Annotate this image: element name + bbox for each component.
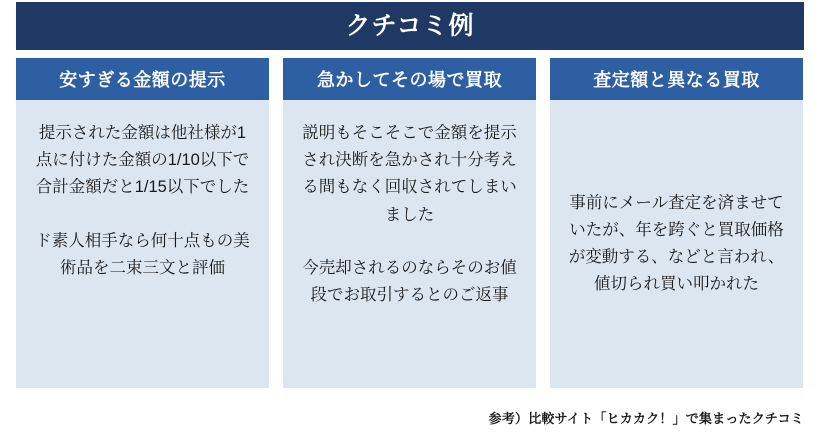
column-heading-low-price-offer: 安すぎる金額の提示 xyxy=(16,58,269,100)
review-text: 事前にメール査定を済ませていたが、年を跨ぐと買取価格が変動する、などと言われ、値切られ買い叩かれた xyxy=(568,193,785,294)
review-text: ド素人相手なら何十点もの美術品を二束三文と評価 xyxy=(35,231,250,277)
review-text: 説明もそこそこで金額を提示され決断を急かされ十分考える間もなく回収されてしまいました xyxy=(302,124,517,224)
column-heading-rushed-purchase: 急かしてその場で買取 xyxy=(283,58,536,100)
column-low-price-offer xyxy=(16,58,269,388)
columns-container xyxy=(16,58,804,388)
column-body-rushed-purchase xyxy=(283,100,536,388)
column-body-different-appraisal xyxy=(550,100,803,388)
column-heading-different-appraisal: 査定額と異なる買取 xyxy=(550,58,803,100)
source-footnote: 参考）比較サイト「ヒカカク！」で集まったクチコミ xyxy=(488,411,804,426)
column-rushed-purchase xyxy=(283,58,536,388)
review-text: 今売却されるのならそのお値段でお取引するとのご返事 xyxy=(302,258,517,305)
title-bar xyxy=(16,2,804,50)
column-different-appraisal xyxy=(550,58,803,388)
page-title: クチコミ例 xyxy=(345,11,475,40)
review-text: 提示された金額は他社様が1点に付けた金額の1/10以下で合計金額だと1/15以下でした xyxy=(35,124,250,197)
column-body-low-price-offer xyxy=(16,100,269,388)
